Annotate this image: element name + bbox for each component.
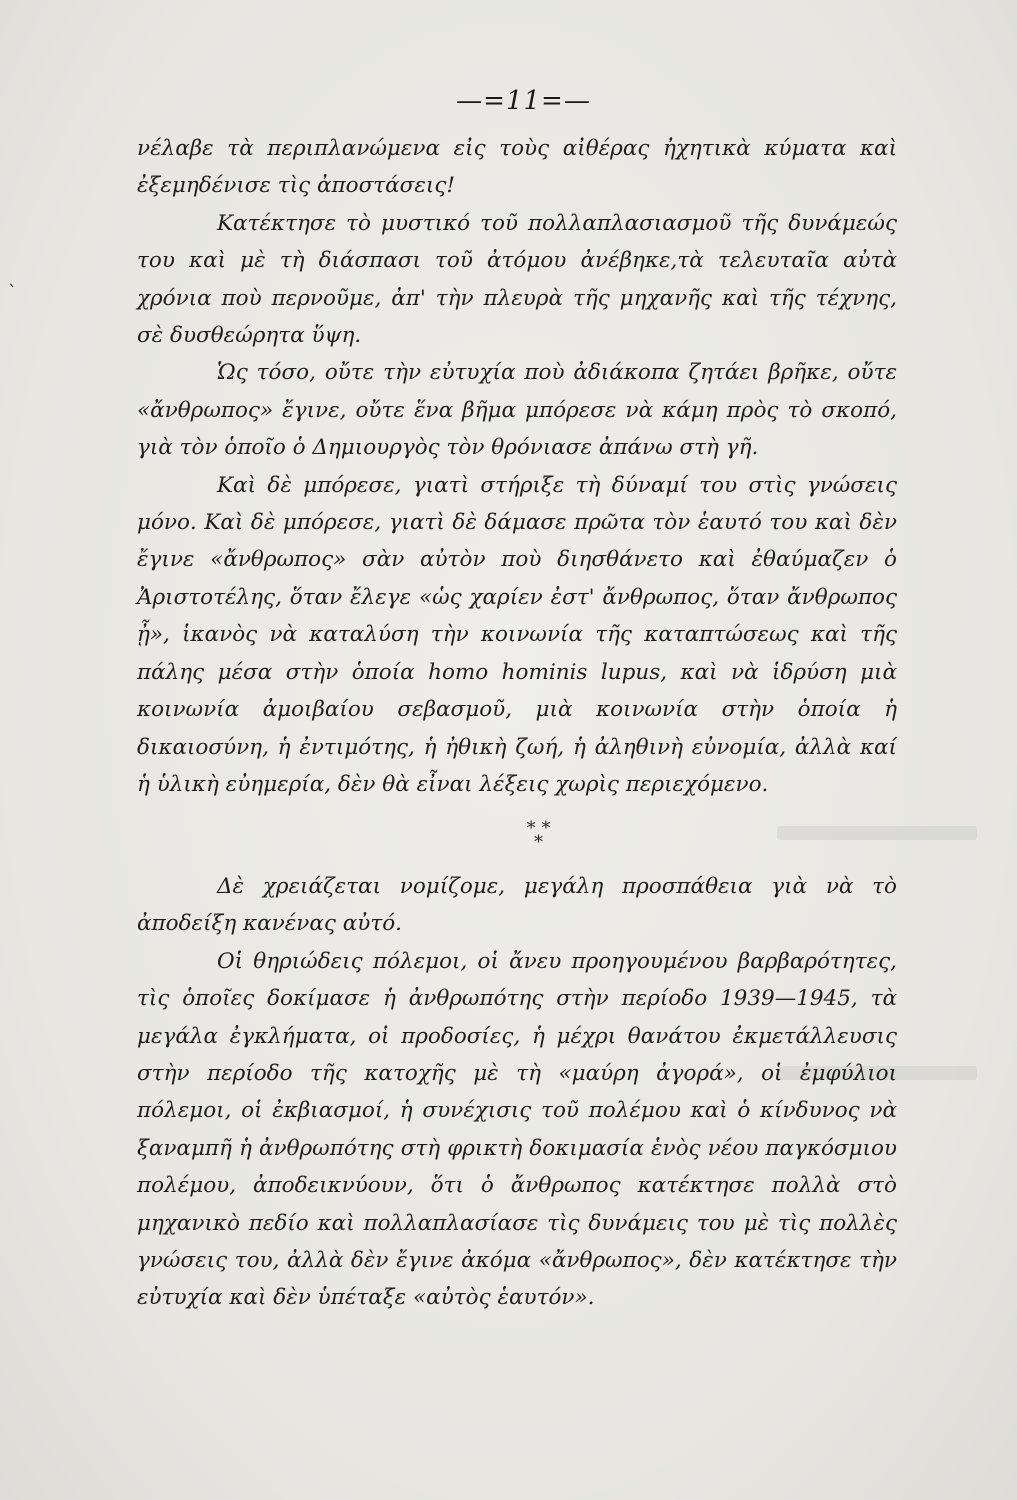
text-section-1 <box>137 130 897 803</box>
paragraph: Οἱ θηριώδεις πόλεμοι, οἱ ἄνευ προηγουμένου βαρβαρότητες, τὶς ὁποῖες δοκίμασε ἡ ἀνθρωπότης στὴν περίοδο 1939—1945, τὰ μεγάλα ἐγκλήματα, οἱ προδοσίες, ἡ μέχρι θανάτου ἐκμετάλλευσις στὴν περίοδο τῆς κατοχῆς μὲ τὴ «μαύρη ἀγορά», οἱ ἐμφύλιοι πόλεμοι, οἱ ἐκβιασμοί, ἡ συνέχισις τοῦ πολέμου καὶ ὁ κίνδυνος νὰ ξαναμπῆ ἡ ἀνθρωπότης στὴ φρικτὴ δοκιμασία ἑνὸς νέου παγκόσμιου πολέμου, ἀποδεικνύουν, ὅτι ὁ ἄνθρωπος κατέκτησε πολλὰ στὸ μηχανικὸ πεδίο καὶ πολλαπλασίασε τὶς δυνάμεις του μὲ τὶς πολλὲς γνώσεις του, ἀλλὰ δὲν ἔγινε ἀκόμα «ἄνθρωπος», δὲν κατέκτησε τὴν εὐτυχία καὶ δὲν ὑπέταξε «αὐτὸς ἑαυτόν». <box>137 948 897 1311</box>
paragraph: Καὶ δὲ μπόρεσε, γιατὶ στήριξε τὴ δύναμί του στὶς γνώσεις μόνο. Καὶ δὲ μπόρεσε, γιατὶ δὲ δάμασε πρῶτα τὸν ἑαυτό του καὶ δὲν ἔγινε «ἄνθρωπος» σὰν αὐτὸν ποὺ διησθάνετο καὶ ἐθαύμαζεν ὁ Ἀριστοτέλης, ὅταν ἔλεγε «ὡς χαρίεν ἐστ' ἄνθρωπος, ὅταν ἄνθρωπος ᾖ», ἱκανὸς νὰ καταλύση τὴν κοινωνία τῆς καταπτώσεως καὶ τῆς πάλης μέσα στὴν ὁποία homo hominis lupus, καὶ νὰ ἱδρύση μιὰ κοινωνία ἀμοιβαίου σεβασμοῦ, μιὰ κοινωνία στὴν ὁποία ἡ δικαιοσύνη, ἡ ἐντιμότης, ἡ ἠθικὴ ζωή, ἡ ἀληθινὴ εὐνομία, ἀλλὰ καί ἡ ὑλικὴ εὐημερία, δὲν θὰ εἶναι λέξεις χωρὶς περιεχόμενο. <box>137 472 897 797</box>
paragraph: Δὲ χρειάζεται νομίζομε, μεγάλη προσπάθεια γιὰ νὰ τὸ ἀποδείξη κανένας αὐτό. <box>137 874 897 937</box>
section-separator: * * * <box>526 818 551 853</box>
text-section-2 <box>137 868 897 1317</box>
paragraph: Κατέκτησε τὸ μυστικό τοῦ πολλαπλασιασμοῦ τῆς δυνάμεώς του καὶ μὲ τὴ διάσπασι τοῦ ἀτόμου ἀνέβηκε,τὰ τελευταῖα αὐτὰ χρόνια ποὺ περνοῦμε, ἀπ' τὴν πλευρὰ τῆς μηχανῆς καὶ τῆς τέχνης, σὲ δυσθεώρητα ὕψη. <box>137 210 897 349</box>
margin-mark: ` <box>8 282 17 303</box>
paragraph: Ὡς τόσο, οὔτε τὴν εὐτυχία ποὺ ἀδιάκοπα ζητάει βρῆκε, οὔτε «ἄνθρωπος» ἔγινε, οὔτε ἕνα βῆμα μπόρεσε νὰ κάμη πρὸς τὸ σκοπό, γιὰ τὸν ὁποῖο ὁ Δημιουργὸς τὸν θρόνιασε ἀπάνω στὴ γῆ. <box>137 360 897 461</box>
page-number: —=11=— <box>456 86 591 116</box>
paragraph: νέλαβε τὰ περιπλανώμενα εἰς τοὺς αἰθέρας ἠχητικὰ κύματα καὶ ἐξεμηδένισε τὶς ἀποστάσεις! <box>137 136 897 199</box>
